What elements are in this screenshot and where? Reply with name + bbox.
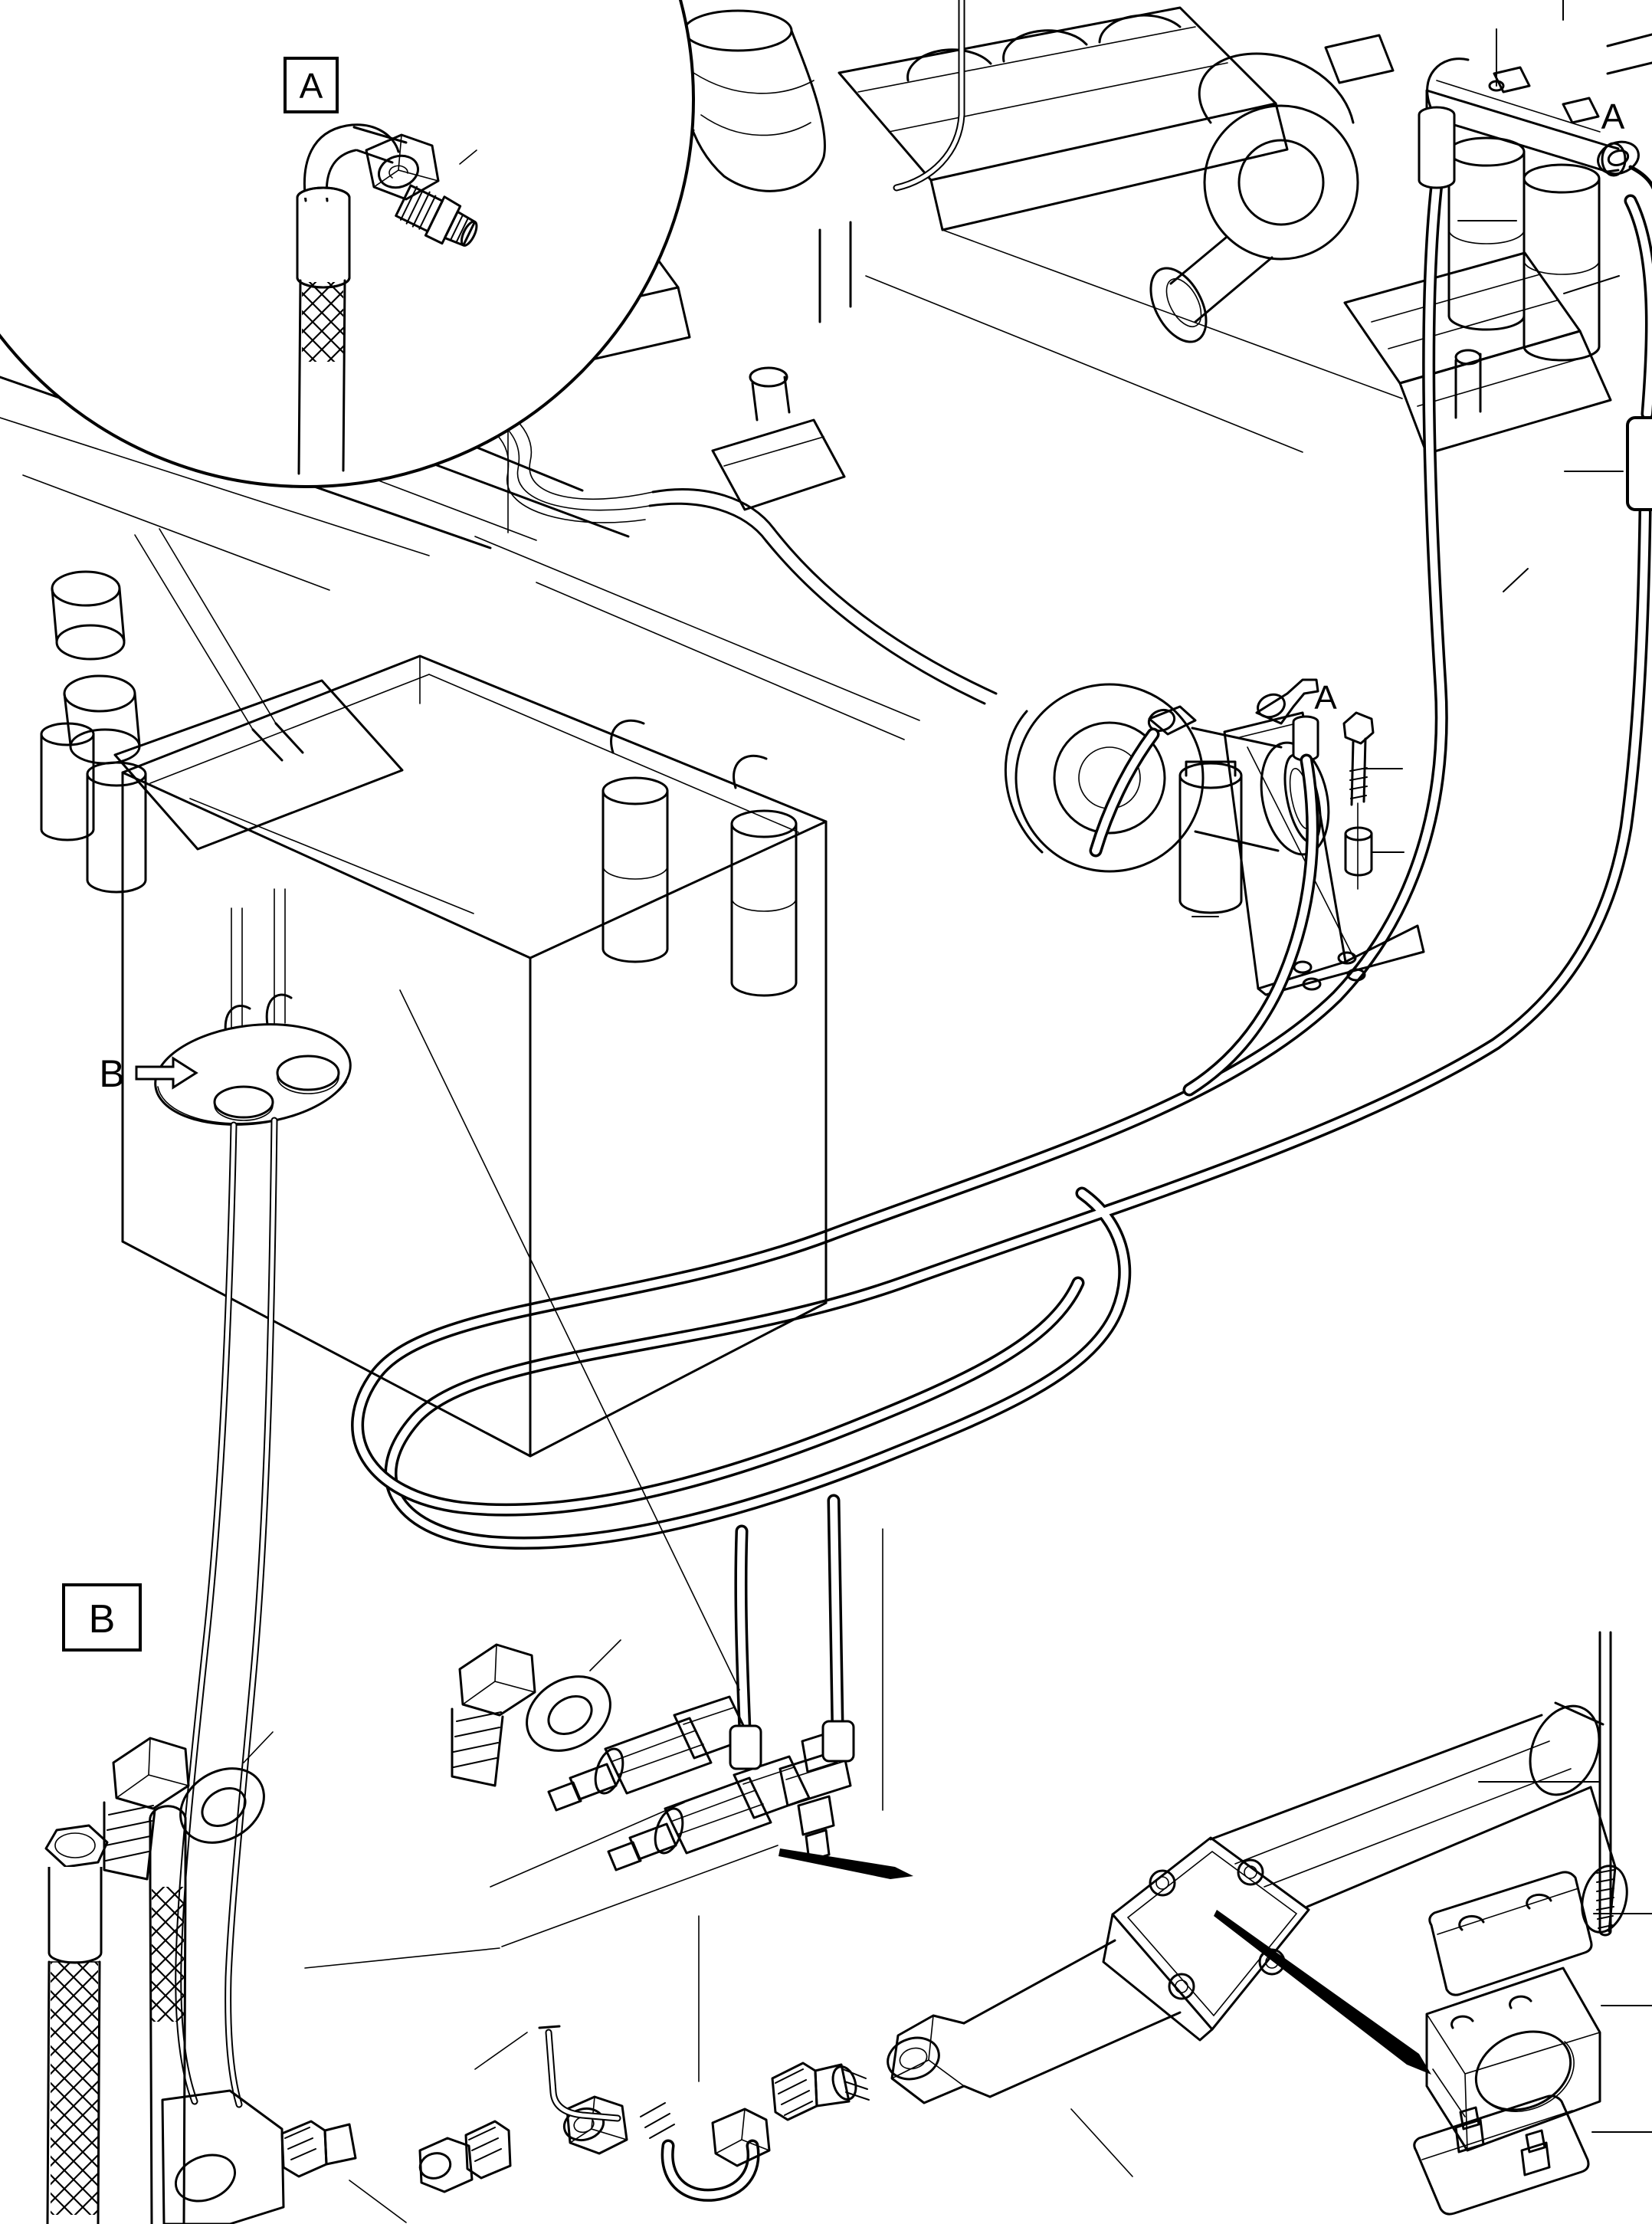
clamp-base-plate xyxy=(1414,2096,1588,2214)
rear-engine-valve-cover xyxy=(839,8,1287,230)
pickup-pipe-upper xyxy=(231,889,285,1031)
braided-hose xyxy=(150,1806,185,2224)
tank-sender-assembly xyxy=(99,889,356,2104)
detail-a-box-label: A xyxy=(299,66,323,106)
clamp-bolt xyxy=(1597,1632,1614,1935)
engine-block-edge xyxy=(820,222,851,322)
detail-b-box-label: B xyxy=(88,1597,116,1642)
hose-ferrule xyxy=(1293,717,1318,760)
solenoid-valve xyxy=(549,1697,749,1810)
engine-block-edge xyxy=(942,230,1402,399)
air-cleaner-cone xyxy=(681,11,824,191)
elbow-nut-hex xyxy=(713,2109,769,2166)
engine-block-edge xyxy=(475,536,919,740)
mounting-bracket xyxy=(1224,713,1346,989)
detail-a-ref-filter-label: A xyxy=(1601,97,1625,136)
leader-line xyxy=(475,2032,527,2069)
fuel-hose-runs xyxy=(358,184,1652,1730)
elbow-fitting xyxy=(641,2103,769,2195)
threaded-plug-fitting xyxy=(417,2121,510,2192)
assembly-arrow-icon xyxy=(1214,1910,1431,2075)
spacer-sleeve xyxy=(1346,828,1372,875)
injection-pump xyxy=(713,368,844,510)
braided-hose-detail xyxy=(302,282,343,362)
mounting-bolt xyxy=(1344,713,1373,889)
leader-line xyxy=(1071,2109,1132,2176)
rear-turbocharger xyxy=(1139,54,1358,351)
corner-bracket-hole xyxy=(169,2147,241,2209)
detail-a-ref-cooler-label: A xyxy=(1314,679,1337,717)
leader-line xyxy=(349,2180,406,2222)
fuel-filter-assembly xyxy=(1419,59,1652,360)
hose-ferrule xyxy=(1627,418,1652,510)
engine-block-edge xyxy=(866,276,1303,452)
pump-rear-port xyxy=(1555,1703,1615,1931)
intake-pipe xyxy=(896,0,962,188)
intake-pipe xyxy=(896,0,962,188)
banjo-ring xyxy=(513,1661,624,1766)
corner-fitting xyxy=(282,2121,356,2176)
rocker-hump xyxy=(908,50,991,80)
platform-lines xyxy=(305,1802,778,1968)
detail-bubble-a xyxy=(0,0,693,487)
detail-b-arrow-label: B xyxy=(99,1052,125,1095)
valve-stem xyxy=(549,1764,616,1810)
filter-cartridge xyxy=(1449,138,1524,330)
braided-hose xyxy=(46,1825,107,2224)
hose-ferrule xyxy=(730,1726,761,1769)
fuel-pickup-pipe xyxy=(179,1125,234,2101)
inlet-boss xyxy=(964,1940,1180,2097)
solenoid-valve-group xyxy=(305,1697,913,1968)
leader-line xyxy=(1564,276,1619,294)
inlet-nut-hex xyxy=(892,2016,990,2103)
assembly-arrow-icon xyxy=(778,1848,913,1879)
hose-ferrule xyxy=(823,1721,854,1761)
cooler-bracket-assembly xyxy=(1096,679,1424,1090)
union-nut-hose-end xyxy=(560,2097,627,2153)
hose-end-cylinder xyxy=(1419,107,1454,188)
filter-cartridge xyxy=(1524,165,1599,360)
clamp-kit xyxy=(1414,1632,1614,2214)
rocker-hump xyxy=(1004,31,1087,61)
leader-line xyxy=(1503,569,1528,592)
hose-drop xyxy=(741,1531,745,1730)
engine-fuel-filters xyxy=(603,720,796,996)
hose-drop xyxy=(834,1501,837,1726)
fuel-pickup-pipe xyxy=(228,1120,274,2104)
solenoid-valve xyxy=(608,1757,809,1870)
detail-bubble-circle xyxy=(0,0,693,487)
pump-flange xyxy=(1103,1838,1309,2040)
oil-pan xyxy=(115,681,402,849)
pump-body-end xyxy=(1518,1696,1612,1806)
straight-nipple-fitting xyxy=(772,2063,869,2120)
